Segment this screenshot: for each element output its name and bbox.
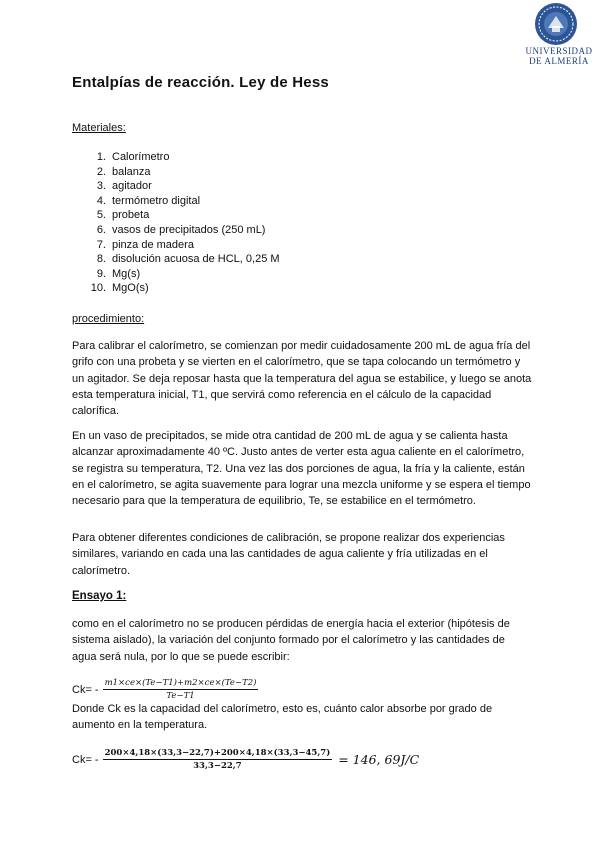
list-number: 1. <box>96 151 106 163</box>
logo-line1: UNIVERSIDAD <box>525 46 593 56</box>
formula-1-lhs: Ck= - <box>72 683 99 696</box>
list-text: Calorímetro <box>112 151 170 163</box>
logo-line2: DE ALMERÍA <box>529 56 589 66</box>
materials-list-item <box>88 281 280 296</box>
list-number: 2. <box>96 165 106 178</box>
materials-list-item <box>88 194 280 209</box>
heat-capacity-calculation <box>72 748 419 771</box>
essay-1-heading: Ensayo 1: <box>72 590 127 602</box>
materials-list-item <box>88 223 280 238</box>
list-number: 5. <box>96 209 106 222</box>
list-number: 10. <box>90 282 106 295</box>
procedure-paragraph-2: En un vaso de precipitados, se mide otra cantidad de 200 mL de agua y se calienta hasta alcanzar aproximadamente 40 ºC. Justo antes de verter esta agua caliente en el calorímetro, se registra su temperatura, T2. Una vez las dos porciones de agua, la fría y la caliente, están en el calorímetro, se agita suavemente para lograr una mezcla uniforme y se espera el tiempo necesario para que la temperatura de equilibrio, Te, se estabilice en el termómetro. <box>72 430 531 508</box>
list-number: 8. <box>96 253 106 266</box>
list-text: balanza <box>112 165 151 178</box>
materials-list-item <box>88 165 280 180</box>
list-text: Mg(s) <box>112 267 141 280</box>
page-title: Entalpías de reacción. Ley de Hess <box>72 74 329 91</box>
essay-1-paragraph-1: como en el calorímetro no se producen pérdidas de energía hacia el exterior (hipótesis de sistema aislado), la variación del conjunto formado por el calorímetro y las cantidades de agua será nula, por lo que se puede escribir: <box>72 618 510 663</box>
university-seal-icon <box>534 2 578 46</box>
list-text: termómetro digital <box>112 194 201 207</box>
formula-2-fraction <box>103 748 333 771</box>
formula-1-fraction <box>103 678 259 701</box>
formula-2-denominator: 33,3−22,7 <box>193 761 242 771</box>
materials-list-item <box>88 150 280 165</box>
materials-list-item <box>88 238 280 253</box>
essay-1-paragraph-2: Donde Ck es la capacidad del calorímetro, esto es, cuánto calor absorbe por grado de aumento en la temperatura. <box>72 703 493 732</box>
list-text: probeta <box>112 209 150 222</box>
formula-2-numerator: 200×4,18×(33,3−22,7)+200×4,18×(33,3−45,7) <box>104 748 331 758</box>
list-text: MgO(s) <box>112 282 149 295</box>
formula-2-lhs: Ck= - <box>72 753 99 766</box>
procedure-paragraph-1: Para calibrar el calorímetro, se comienzan por medir cuidadosamente 200 mL de agua fría del grifo con una probeta y se vierten en el calorímetro, que se tapa colocando un termómetro y un agitador. Se deja reposar hasta que la temperatura del agua se estabilice, y luego se anota esta temperatura inicial, T1, que servirá como referencia en el cálculo de la capacidad calorífica. <box>72 340 532 418</box>
university-logo <box>520 2 598 66</box>
list-number: 9. <box>96 267 106 280</box>
materials-list-item <box>88 179 280 194</box>
formula-1-denominator: Te−T1 <box>166 691 195 701</box>
materials-list-item <box>88 252 280 267</box>
list-number: 6. <box>96 223 106 236</box>
materials-list <box>88 150 280 296</box>
materials-list-item <box>88 208 280 223</box>
list-number: 7. <box>96 238 106 251</box>
formula-2-result: = 146, 69J/C <box>338 752 420 767</box>
formula-1-numerator: m1×ce×(Te−T1)+m2×ce×(Te−T2) <box>104 678 257 688</box>
list-number: 3. <box>96 180 106 193</box>
procedure-paragraph-3: Para obtener diferentes condiciones de calibración, se propone realizar dos experiencias similares, variando en cada una las cantidades de agua caliente y fría utilizadas en el calorímetro. <box>72 532 505 577</box>
procedure-heading: procedimiento: <box>72 313 145 325</box>
list-text: pinza de madera <box>112 238 194 251</box>
heat-capacity-formula <box>72 678 258 701</box>
list-text: disolución acuosa de HCL, 0,25 M <box>112 253 280 266</box>
list-text: agitador <box>112 180 152 193</box>
materials-list-item <box>88 267 280 282</box>
list-text: vasos de precipitados (250 mL) <box>112 223 266 236</box>
materials-heading: Materiales: <box>72 122 126 134</box>
list-number: 4. <box>96 194 106 207</box>
